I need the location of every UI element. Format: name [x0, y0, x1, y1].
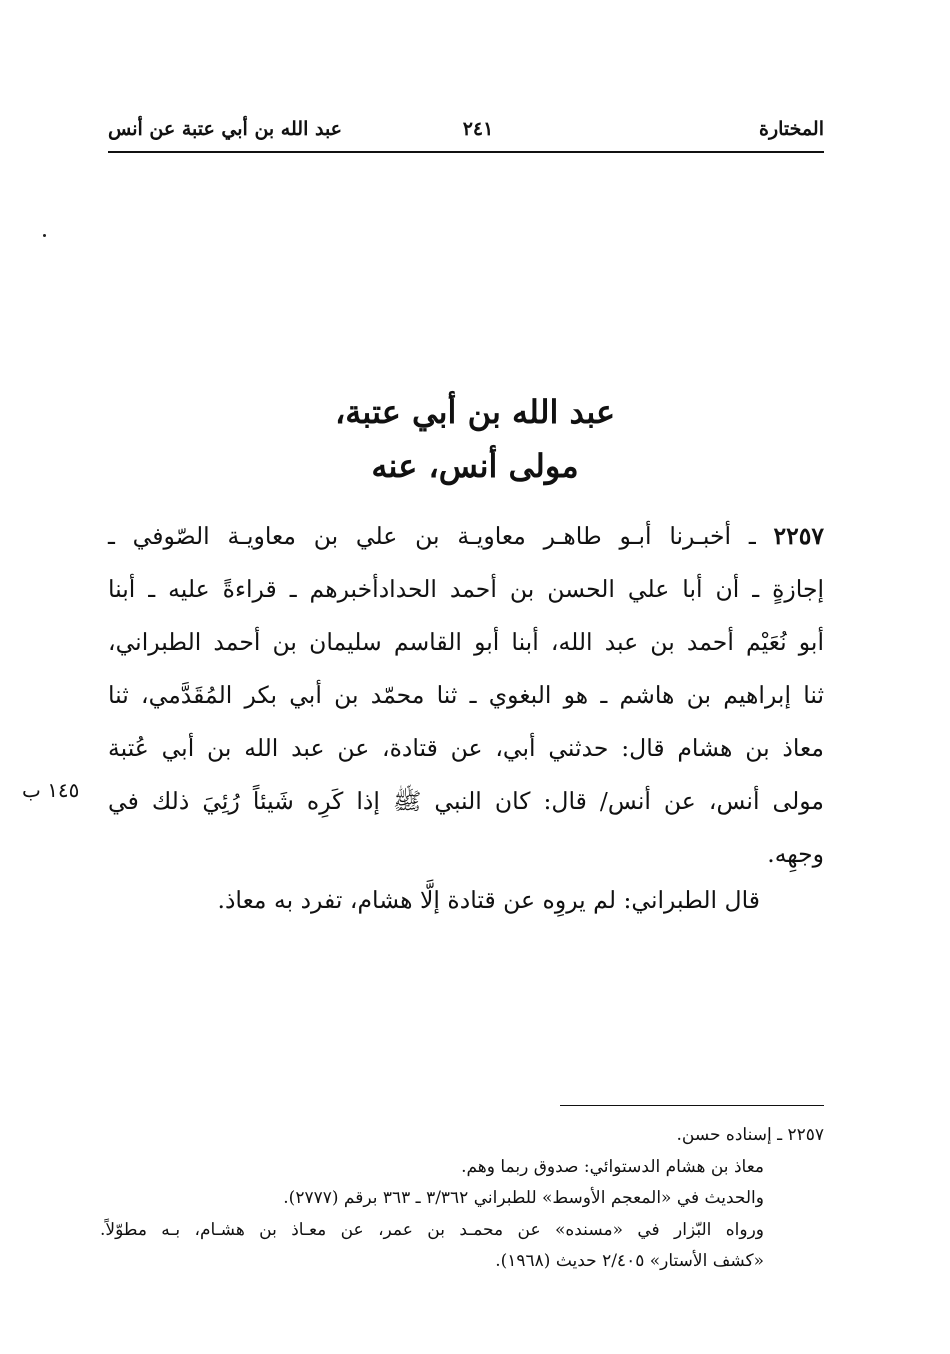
scan-speck	[43, 234, 46, 237]
footnote-line-3: والحديث في «المعجم الأوسط» للطبراني ٣/٣٦٢ ـ ٣٦٣ برقم (٢٧٧٧).	[283, 1188, 764, 1208]
book-title: المختارة	[759, 118, 824, 140]
hadith-line-5: معاذ بن هشام قال: حدثني أبي، عن قتادة، عن عبد الله بن أبي عُتبة	[108, 734, 824, 762]
header-rule	[108, 151, 824, 153]
hadith-line-3: أبو نُعَيْم أحمد بن عبد الله، أبنا أبو القاسم سليمان بن أحمد الطبراني،	[108, 628, 824, 656]
hadith-line-6: مولى أنس، عن أنس/ قال: كان النبي ﷺ إذا كَرِه شَيئاً رُئِيَ ذلك في	[108, 787, 824, 815]
hadith-line-1	[108, 510, 824, 563]
chapter-title: عبد الله بن أبي عتبة عن أنس	[108, 118, 343, 140]
section-title	[150, 385, 800, 493]
manuscript-folio-note: ١٤٥ ب	[22, 778, 80, 802]
footnotes	[100, 1120, 824, 1278]
footnote-number: ٢٢٥٧	[787, 1125, 824, 1145]
footnote-line-5: «كشف الأستار» ٢/٤٠٥ حديث (١٩٦٨).	[495, 1251, 764, 1271]
footnote-line-1-text: ـ إسناده حسن.	[676, 1125, 783, 1145]
section-title-line-1: عبد الله بن أبي عتبة،	[334, 393, 616, 431]
hadith-line-4: ثنا إبراهيم بن هاشم ـ هو البغوي ـ ثنا محمّد بن أبي بكر المُقَدَّمي، ثنا	[108, 681, 824, 709]
page-number: ٢٤١	[462, 118, 494, 140]
hadith-text	[108, 510, 824, 881]
footnote-line-1	[100, 1120, 824, 1152]
footnote-line-2: معاذ بن هشام الدستوائي: صدوق ربما وهم.	[461, 1156, 764, 1177]
tabarani-comment: قال الطبراني: لم يروِه عن قتادة إلَّا هشام، تفرد به معاذ.	[217, 886, 760, 914]
hadith-line-1-text: ـ أخبـرنا أبـو طاهـر معاويـة بن علي بن معاويـة الصّوفي ـ	[108, 522, 756, 550]
running-header	[108, 112, 824, 148]
hadith-number: ٢٢٥٧	[773, 522, 824, 550]
hadith-line-7: وجهِه.	[767, 840, 824, 868]
hadith-line-2: إجازةٍ ـ أن أبا علي الحسن بن أحمد الحدادأخبرهم ـ قراءةً عليه ـ أبنا	[108, 575, 824, 603]
footnote-line-4: ورواه البّزار في «مسنده» عن محمـد بن عمر، عن معـاذ بن هشـام، بـه مطوّلاً.	[100, 1219, 764, 1240]
footnote-rule	[560, 1105, 824, 1106]
section-title-line-2: مولى أنس، عنه	[371, 447, 579, 485]
